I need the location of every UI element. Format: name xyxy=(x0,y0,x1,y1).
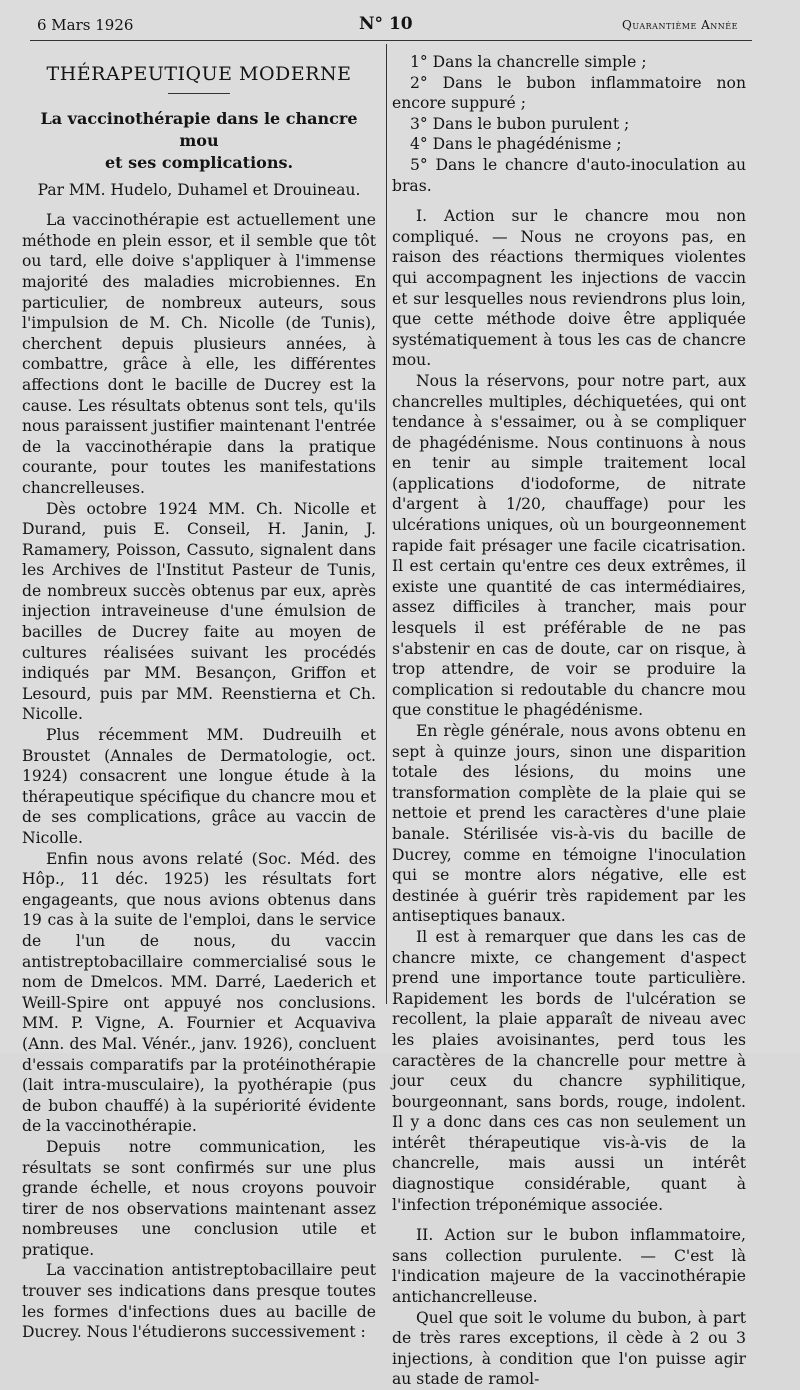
paragraph: La vaccinothérapie est actuellement une méthode en plein essor, et il semble que tôt ou tard, elle doive s'appliquer à l'immense majorité des maladies microbiennes. En particulier, de nombreux auteurs, sous l'impulsion de M. Ch. Nicolle (de Tunis), cherchent depuis plusieurs années, à combattre, grâce à elle, les différentes affections dont le bacille de Ducrey est la cause. Les résultats obtenus sont tels, qu'ils nous paraissent justifier maintenant l'entrée de la vaccinothérapie dans la pratique courante, pour toutes les manifestations chancrelleuses. xyxy=(22,211,376,497)
left-column xyxy=(22,58,376,1343)
section-paragraph: II. Action sur le bubon inflammatoire, sans collection purulente. — C'est là l'indication majeure de la vaccinothérapie antichancrelleuse. xyxy=(392,1226,746,1307)
section-title: THÉRAPEUTIQUE MODERNE xyxy=(46,63,352,85)
paragraph: En règle générale, nous avons obtenu en sept à quinze jours, sinon une disparition totale des lésions, du moins une transformation complète de la plaie qui se nettoie et prend les caractères d'une plaie banale. Stérilisée vis-à-vis du bacille de Ducrey, comme en témoigne l'inoculation qui se montre alors négative, elle est destinée à guérir très rapidement par les antiseptiques banaux. xyxy=(392,722,746,926)
list-item: 1° Dans la chancrelle simple ; xyxy=(410,53,647,71)
list-item: 4° Dans le phagédénisme ; xyxy=(410,135,622,154)
page-header xyxy=(37,16,738,40)
list-item: 2° Dans le bubon inflammatoire non encore suppuré ; xyxy=(392,73,746,113)
article-title-line1: La vaccinothérapie dans le chancre mou xyxy=(40,108,358,150)
article-title-line2: et ses complications. xyxy=(104,152,294,172)
paragraph: Quel que soit le volume du bubon, à part de très rares exceptions, il cède à 2 ou 3 injections, à condition que l'on puisse agir au stade de ramol- xyxy=(392,1308,746,1389)
issue-date: 6 Mars 1926 xyxy=(37,16,134,34)
section-paragraph: I. Action sur le chancre mou non compliqué. — Nous ne croyons pas, en raison des réactions thermiques violentes qui accompagnent les injections de vaccin et sur lesquelles nous reviendrons plus loin, que cette méthode doive être appliquée systématiquement à tous les cas de chancre mou. xyxy=(392,207,746,370)
list-item: 3° Dans le bubon purulent ; xyxy=(410,114,630,133)
paragraph: Dès octobre 1924 MM. Ch. Nicolle et Durand, puis E. Conseil, H. Janin, J. Ramamery, Poisson, Cassuto, signalent dans les Archives de l'Institut Pasteur de Tunis, de nombreux succès obtenus par eux, après injection intraveineuse d'une émulsion de bacilles de Ducrey faite au moyen de cultures réalisées suivant les procédés indiqués par MM. Besançon, Griffon et Lesourd, puis par MM. Reenstierna et Ch. Nicolle. xyxy=(22,499,376,724)
paragraph: Depuis notre communication, les résultats se sont confirmés sur une plus grande échelle, et nous croyons pouvoir tirer de nos observations maintenant assez nombreuses une conclusion utile et pratique. xyxy=(22,1137,376,1259)
article-byline: Par MM. Hudelo, Duhamel et Drouineau. xyxy=(37,180,361,199)
title-rule xyxy=(168,93,230,94)
paragraph: La vaccination antistreptobacillaire peut trouver ses indications dans presque toutes les formes d'infections dues au bacille de Ducrey. Nous l'étudierons successivement : xyxy=(22,1261,376,1342)
paragraph: Nous la réservons, pour notre part, aux chancrelles multiples, déchiquetées, qui ont tendance à s'essaimer, ou à se compliquer de phagédénisme. Nous continuons à nous en tenir au simple traitement local (applications d'iodoforme, de nitrate d'argent à 1/20, chauffage) pour les ulcérations uniques, où un bourgeonnement rapide fait présager une facile cicatrisation. Il est certain qu'entre ces deux extrêmes, il existe une quantité de cas intermédiaires, assez difficiles à trancher, mais pour lesquels il est préférable de ne pas s'abstenir en cas de doute, car on risque, à trop attendre, de voir se produire la complication si redoutable du chancre mou que constitue le phagédénisme. xyxy=(392,371,746,720)
paragraph: Enfin nous avons relaté (Soc. Méd. des Hôp., 11 déc. 1925) les résultats fort engageants, que nous avions obtenus dans 19 cas à la suite de l'emploi, dans le service de l'un de nous, du vaccin antistreptobacillaire commercialisé sous le nom de Dmelcos. MM. Darré, Laederich et Weill-Spire ont appuyé nos conclusions. MM. P. Vigne, A. Fournier et Acquaviva (Ann. des Mal. Vénér., janv. 1926), concluent d'essais comparatifs par la protéinothérapie (lait intra-musculaire), la pyothérapie (pus de bubon chauffé) à la supériorité évidente de la vaccinothérapie. xyxy=(22,849,376,1136)
paragraph: Il est à remarquer que dans les cas de chancre mixte, ce changement d'aspect prend une importance toute particulière. Rapidement les bords de l'ulcération se recollent, la plaie apparaît de niveau avec les plaies avoisinantes, perd tous les caractères de la chancrelle pour mettre à jour ceux du chancre syphilitique, bourgeonnant, sans bords, rouge, indolent. Il y a donc dans ces cas non seulement un intérêt thérapeutique vis-à-vis de la chancrelle, mais aussi un intérêt diagnostique considérable, quant à l'infection tréponémique associée. xyxy=(392,927,746,1214)
column-divider xyxy=(386,44,387,1004)
issue-number: N° 10 xyxy=(359,14,413,34)
paragraph: Plus récemment MM. Dudreuilh et Broustet (Annales de Dermatologie, oct. 1924) consacrent une longue étude à la thérapeutique spécifique du chancre mou et de ses complications, grâce au vaccin de Nicolle. xyxy=(22,726,376,847)
volume-year: Quarantième Année xyxy=(622,18,738,32)
header-rule xyxy=(30,40,752,41)
article-title xyxy=(22,108,376,174)
list-item: 5° Dans le chancre d'auto-inoculation au bras. xyxy=(392,155,746,195)
indication-list xyxy=(392,52,746,196)
right-column xyxy=(392,52,746,1390)
